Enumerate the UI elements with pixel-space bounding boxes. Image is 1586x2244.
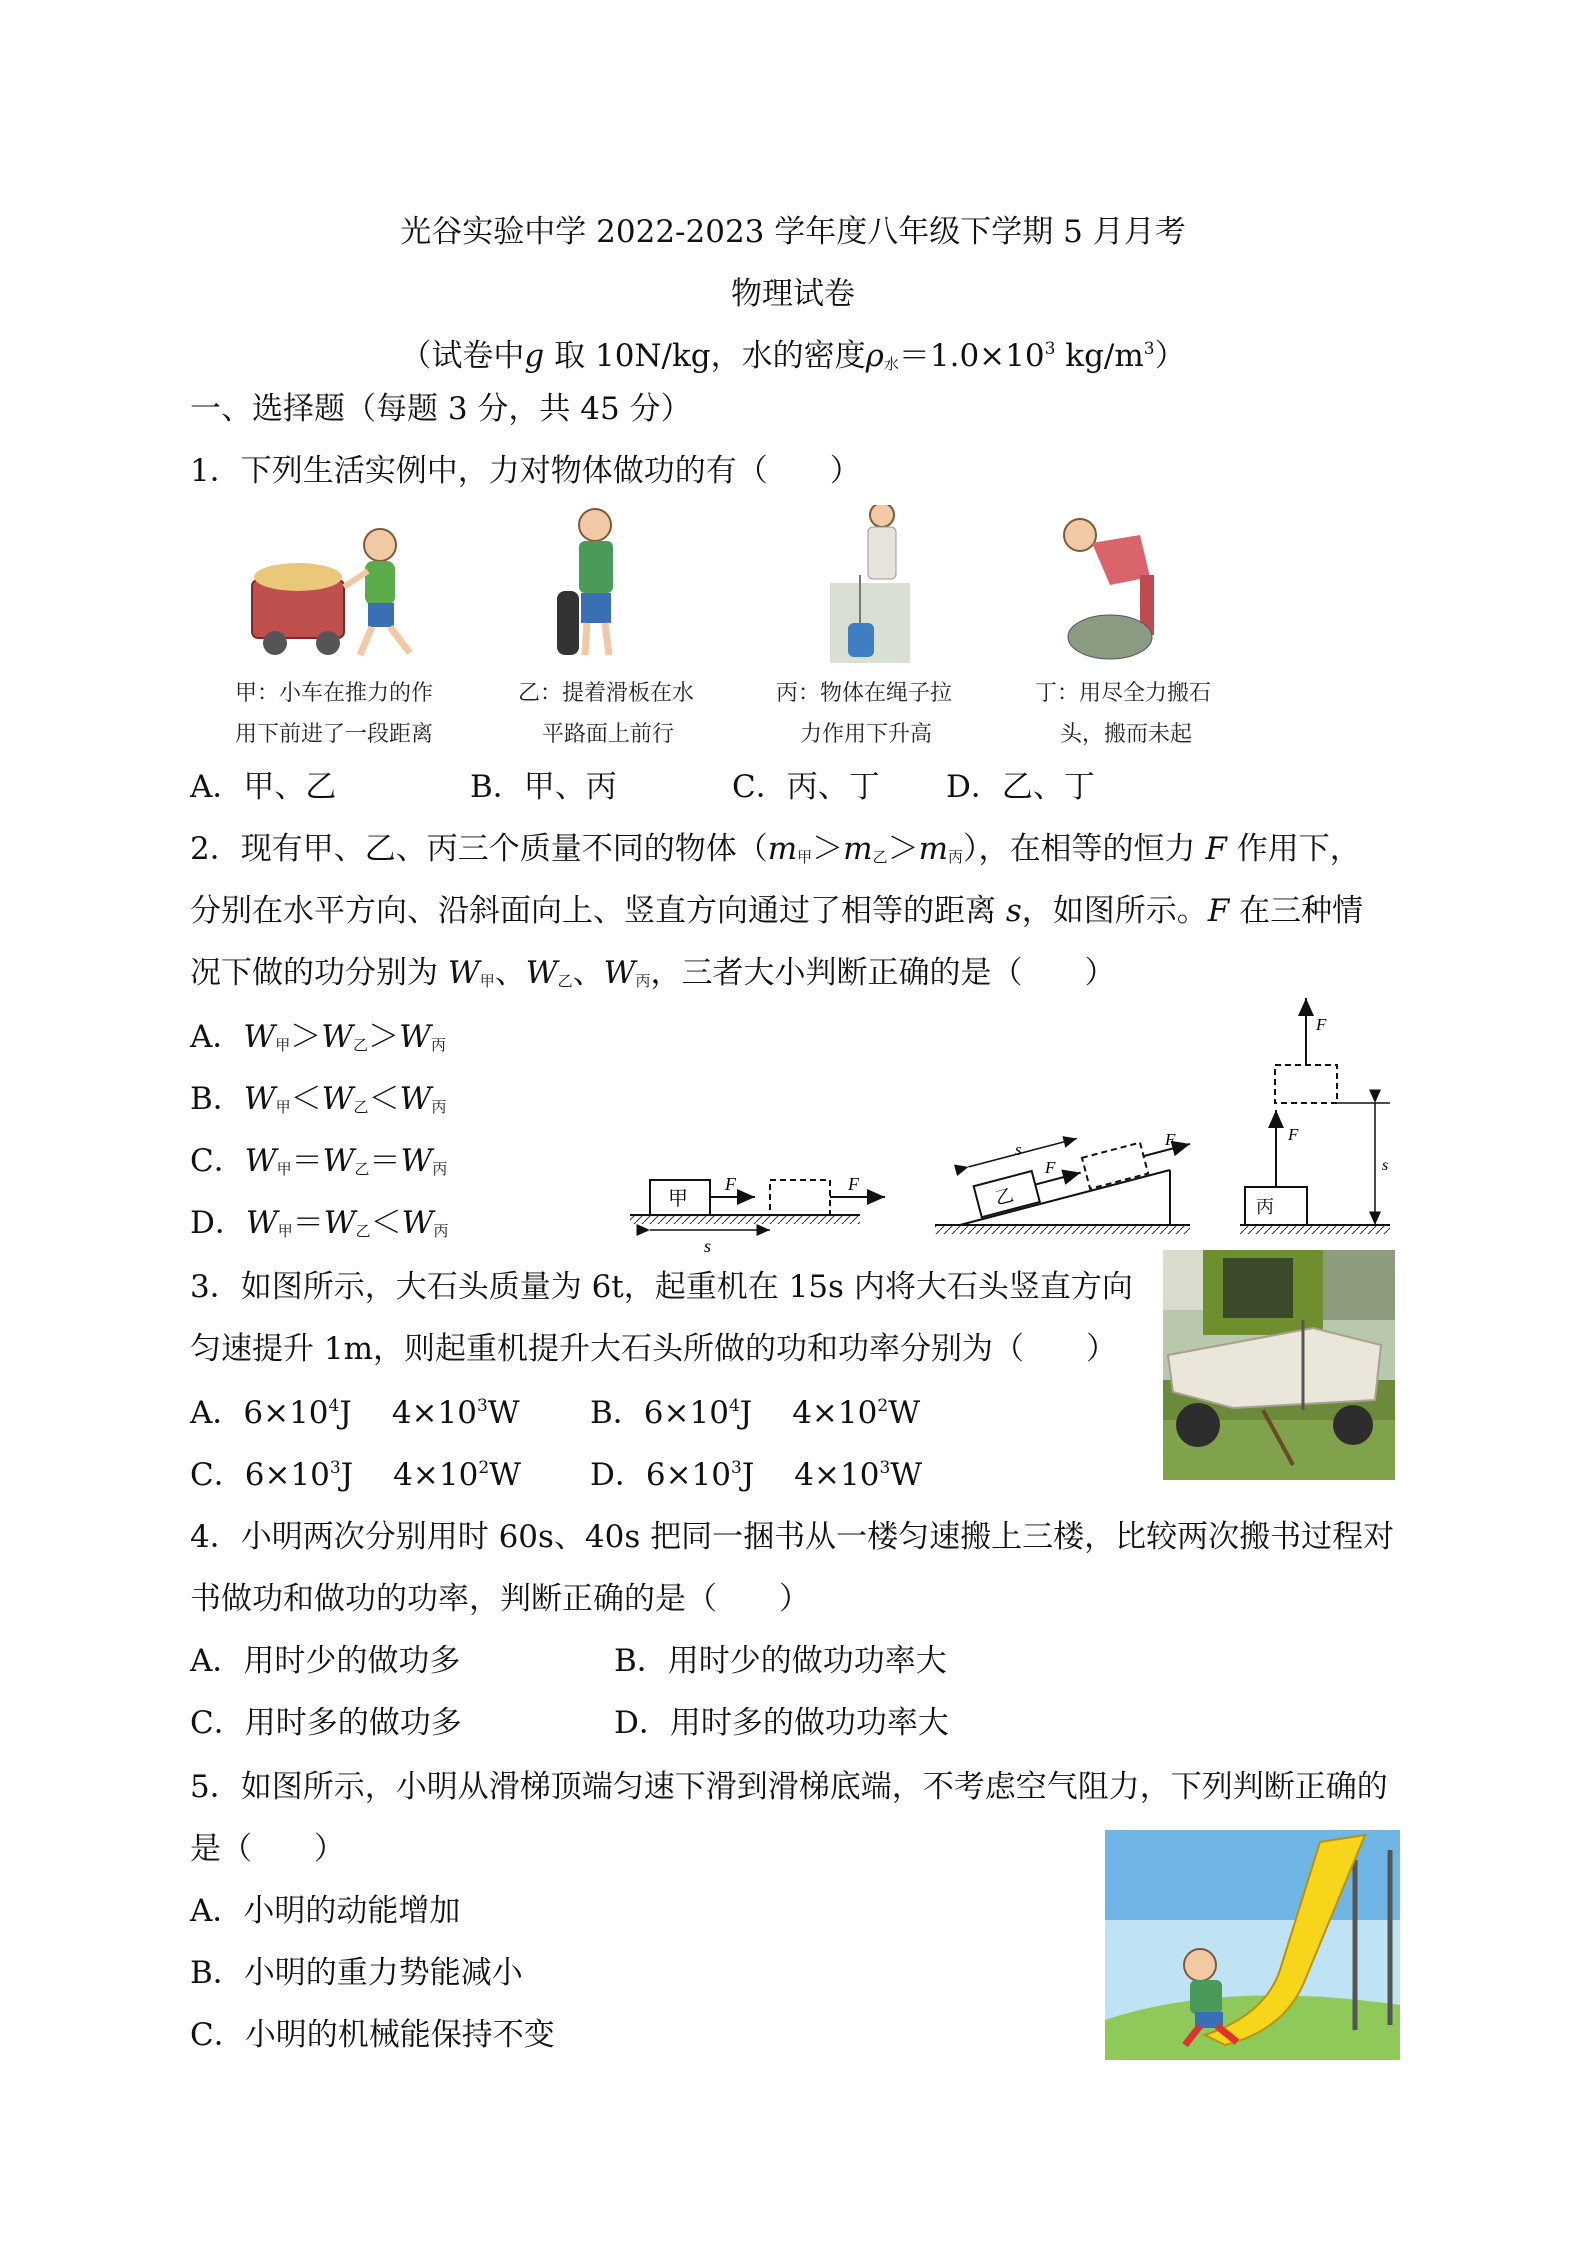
q2-c-label: C．	[190, 1143, 245, 1179]
q2-b-w1: W	[243, 1081, 276, 1117]
q3-d-work-exp: 3	[731, 1458, 742, 1478]
q1-caption-yi-1: 乙：提着滑板在水	[518, 681, 695, 706]
q2-fig-incline	[935, 1111, 1195, 1234]
q2-l2b: ，如图所示。	[1021, 893, 1208, 929]
q2-l3a: 况下做的功分别为	[190, 955, 438, 991]
q2-fig-box-jia: 甲	[668, 1188, 688, 1210]
q3-a-work-unit: J	[339, 1395, 352, 1431]
q2-fig-horizontal	[630, 1174, 885, 1256]
q2-fig-F2: F	[848, 1174, 859, 1194]
note-close: ）	[1154, 338, 1186, 374]
q2-fig-s1: s	[704, 1236, 712, 1256]
note-mid: 取 10N/kg，水的密度	[554, 338, 866, 374]
q2-F2: F	[1207, 893, 1230, 929]
q4-option-c[interactable]: C．用时多的做功多	[190, 1705, 462, 1741]
q4-option-d[interactable]: D．用时多的做功功率大	[614, 1705, 949, 1741]
q2-option-c[interactable]	[190, 1143, 448, 1179]
q3-c-label: C．	[190, 1457, 245, 1493]
q3-c-work: 6×10	[244, 1457, 330, 1493]
note-unit-exp: 3	[1143, 339, 1155, 359]
q3-b-work: 6×10	[643, 1395, 729, 1431]
q1-caption-ding-2: 头，搬而未起	[1060, 722, 1193, 747]
q2-b-s2: 乙	[353, 1098, 369, 1116]
exam-title: 光谷实验中学 2022-2023 学年度八年级下学期 5 月月考	[400, 214, 1186, 250]
q3-c-power: 4×10	[393, 1457, 479, 1493]
q2-m2: m	[843, 831, 873, 867]
q2-sub-yi: 乙	[872, 848, 888, 866]
q3-c-work-exp: 3	[329, 1458, 341, 1478]
q2-b-op2: ＜	[368, 1081, 400, 1117]
q1-caption-ding-1: 丁：用尽全力搬石	[1035, 681, 1212, 706]
q3-d-power-unit: W	[890, 1457, 923, 1493]
q1-img-yi	[557, 509, 613, 655]
q1-stem: 1．下列生活实例中，力对物体做功的有（ ）	[190, 453, 861, 489]
section-heading: 一、选择题（每题 3 分，共 45 分）	[190, 391, 692, 427]
q5-option-a[interactable]: A．小明的动能增加	[190, 1893, 461, 1929]
q2-c-op2: ＝	[369, 1143, 401, 1179]
q3-a-power-exp: 3	[476, 1396, 488, 1416]
q2-l2c: 在三种情	[1239, 893, 1364, 929]
q2-d-w3: W	[401, 1205, 434, 1241]
q2-F1: F	[1205, 831, 1227, 867]
q2-fig-s2: s	[1015, 1140, 1022, 1159]
q2-c-w3: W	[400, 1143, 433, 1179]
q3-b-power-exp: 2	[877, 1396, 889, 1416]
q2-c-op1: ＝	[291, 1143, 323, 1179]
q2-option-b[interactable]	[190, 1081, 447, 1117]
q3-d-power: 4×10	[794, 1457, 880, 1493]
q2-line3	[190, 955, 1116, 991]
q2-b-w3: W	[399, 1081, 432, 1117]
q3-b-work-exp: 4	[728, 1396, 740, 1416]
q3-c-work-unit: J	[340, 1457, 354, 1493]
q3-b-power-unit: W	[888, 1395, 921, 1431]
q3-a-power: 4×10	[391, 1395, 477, 1431]
q2-fig-box-bing: 丙	[1256, 1197, 1274, 1217]
q3-d-work-unit: J	[741, 1457, 755, 1493]
note-unit: kg/m	[1055, 338, 1144, 374]
q3-c-power-unit: W	[489, 1457, 522, 1493]
note-rho: ρ	[865, 338, 884, 374]
q2-b-op1: ＜	[290, 1081, 322, 1117]
q4-line2: 书做功和做功的功率，判断正确的是（ ）	[190, 1581, 810, 1617]
q2-c-s1: 甲	[276, 1160, 292, 1178]
q2-b-s1: 甲	[275, 1098, 291, 1116]
q3-a-label: A．	[190, 1395, 244, 1431]
q1-caption-bing-1: 丙：物体在绳子拉	[776, 681, 953, 706]
q2-l3b: ，三者大小判断正确的是（ ）	[650, 955, 1116, 991]
q2-m1: m	[767, 831, 798, 867]
q2-fig-F5: F	[1288, 1125, 1299, 1144]
q2-l1b: ），在相等的恒力	[963, 831, 1196, 867]
q2-a-w2: W	[321, 1019, 354, 1055]
note-g: g	[524, 338, 545, 374]
q2-d-op1: ＝	[292, 1205, 324, 1241]
q3-d-work: 6×10	[645, 1457, 732, 1493]
q3-line1: 3．如图所示，大石头质量为 6t，起重机在 15s 内将大石头竖直方向	[190, 1269, 1133, 1305]
q2-sub-bing: 丙	[947, 848, 963, 866]
note-rho-sub: 水	[883, 355, 899, 373]
q2-a-w1: W	[243, 1019, 276, 1055]
q2-c-s2: 乙	[354, 1160, 370, 1178]
q1-img-ding	[1064, 519, 1154, 659]
q3-d-label: D．	[590, 1457, 646, 1493]
q2-a-op2: ＞	[368, 1019, 400, 1055]
q2-d-s2: 乙	[355, 1222, 371, 1240]
q2-w-sub-bing: 丙	[635, 972, 651, 990]
q3-a-work-exp: 4	[328, 1396, 340, 1416]
q2-line1	[190, 831, 1361, 867]
q2-W2: W	[525, 955, 558, 991]
note-prefix: （试卷中	[400, 338, 525, 374]
note-eq: ＝1.0×10	[898, 338, 1045, 374]
q5-option-c[interactable]: C．小明的机械能保持不变	[190, 2017, 555, 2053]
q4-line1: 4．小明两次分别用时 60s、40s 把同一捆书从一楼匀速搬上三楼，比较两次搬书过程对	[190, 1519, 1395, 1555]
exam-subtitle: 物理试卷	[731, 276, 855, 312]
q2-fig-F1: F	[725, 1174, 736, 1194]
q5-line2: 是（ ）	[190, 1831, 345, 1867]
q2-c-s3: 丙	[432, 1160, 448, 1178]
q3-option-d[interactable]	[590, 1457, 923, 1493]
note-exp: 3	[1044, 339, 1056, 359]
q3-a-work: 6×10	[243, 1395, 329, 1431]
q2-a-label: A．	[190, 1019, 244, 1055]
q1-caption-bing-2: 力作用下升高	[800, 722, 933, 747]
q3-c-power-exp: 2	[478, 1458, 490, 1478]
q2-w-sub-yi: 乙	[557, 972, 573, 990]
q3-line2: 匀速提升 1m，则起重机提升大石头所做的功和功率分别为（ ）	[190, 1331, 1117, 1367]
q1-option-a[interactable]: A．甲、乙	[190, 769, 337, 805]
q2-fig-F3: F	[1045, 1158, 1056, 1177]
q1-option-b[interactable]: B．甲、丙	[470, 769, 617, 805]
q1-caption-jia-2: 用下前进了一段距离	[235, 722, 434, 747]
q1-img-bing	[830, 505, 910, 663]
q1-option-d[interactable]: D．乙、丁	[946, 769, 1095, 805]
q2-d-s1: 甲	[277, 1222, 293, 1240]
q2-sub-jia: 甲	[797, 848, 813, 866]
q4-option-b[interactable]: B．用时少的做功功率大	[614, 1643, 947, 1679]
q2-d-s3: 丙	[433, 1222, 449, 1240]
q2-option-d[interactable]	[190, 1205, 449, 1241]
q2-b-w2: W	[321, 1081, 354, 1117]
q3-option-b[interactable]	[590, 1395, 921, 1431]
q1-caption-jia-1: 甲：小车在推力的作	[235, 681, 434, 706]
q2-gt1: ＞	[812, 831, 844, 867]
q2-b-s3: 丙	[431, 1098, 447, 1116]
q2-b-label: B．	[190, 1081, 244, 1117]
q3-d-power-exp: 3	[879, 1458, 891, 1478]
q2-l1c: 作用下，	[1236, 831, 1361, 867]
q3-a-power-unit: W	[487, 1395, 520, 1431]
q3-b-work-unit: J	[739, 1395, 753, 1431]
q2-a-s1: 甲	[275, 1036, 291, 1054]
q2-w-sub-jia: 甲	[479, 972, 495, 990]
q2-l2a: 分别在水平方向、沿斜面向上、竖直方向通过了相等的距离	[190, 893, 996, 929]
q2-gt2: ＞	[887, 831, 919, 867]
q2-fig-box-yi: 乙	[993, 1184, 1016, 1209]
q2-m3: m	[918, 831, 948, 867]
q1-option-c[interactable]: C．丙、丁	[732, 769, 880, 805]
q2-d-label: D．	[190, 1205, 246, 1241]
q2-l1a: 2．现有甲、乙、丙三个质量不同的物体（	[190, 831, 768, 867]
q2-d-op2: ＜	[370, 1205, 402, 1241]
q3-b-label: B．	[590, 1395, 644, 1431]
q2-fig-s3: s	[1382, 1157, 1389, 1174]
q2-fig-vertical	[1240, 998, 1390, 1234]
q2-c-w2: W	[322, 1143, 355, 1179]
q2-a-s3: 丙	[431, 1036, 447, 1054]
q2-a-w3: W	[399, 1019, 432, 1055]
q2-W1: W	[447, 955, 480, 991]
q2-sep2: 、	[572, 955, 604, 991]
q2-fig-F6: F	[1316, 1015, 1327, 1034]
q5-line1: 5．如图所示，小明从滑梯顶端匀速下滑到滑梯底端，不考虑空气阻力，下列判断正确的	[190, 1769, 1388, 1805]
exam-note	[0, 330, 1586, 375]
q3-option-a[interactable]	[190, 1395, 520, 1431]
q2-c-w1: W	[244, 1143, 277, 1179]
q2-d-w2: W	[323, 1205, 356, 1241]
q5-option-b[interactable]: B．小明的重力势能减小	[190, 1955, 523, 1991]
q2-a-op1: ＞	[290, 1019, 322, 1055]
q2-s: s	[1005, 893, 1022, 929]
q3-crane-photo	[1163, 1250, 1395, 1480]
q5-slide-illustration	[1105, 1830, 1400, 2060]
q2-a-s2: 乙	[353, 1036, 369, 1054]
q1-caption-yi-2: 平路面上前行	[542, 722, 675, 747]
q4-option-a[interactable]: A．用时少的做功多	[190, 1643, 461, 1679]
q2-W3: W	[603, 955, 636, 991]
q3-b-power: 4×10	[792, 1395, 878, 1431]
q1-illustrations	[220, 505, 1320, 665]
q2-option-a[interactable]	[190, 1019, 447, 1055]
q3-option-c[interactable]	[190, 1457, 522, 1493]
q1-img-jia	[252, 529, 410, 655]
q2-fig-F4: F	[1165, 1130, 1176, 1149]
q2-sep1: 、	[494, 955, 526, 991]
q2-line2	[190, 893, 1364, 929]
q2-d-w1: W	[245, 1205, 278, 1241]
q2-figure	[620, 990, 1400, 1260]
